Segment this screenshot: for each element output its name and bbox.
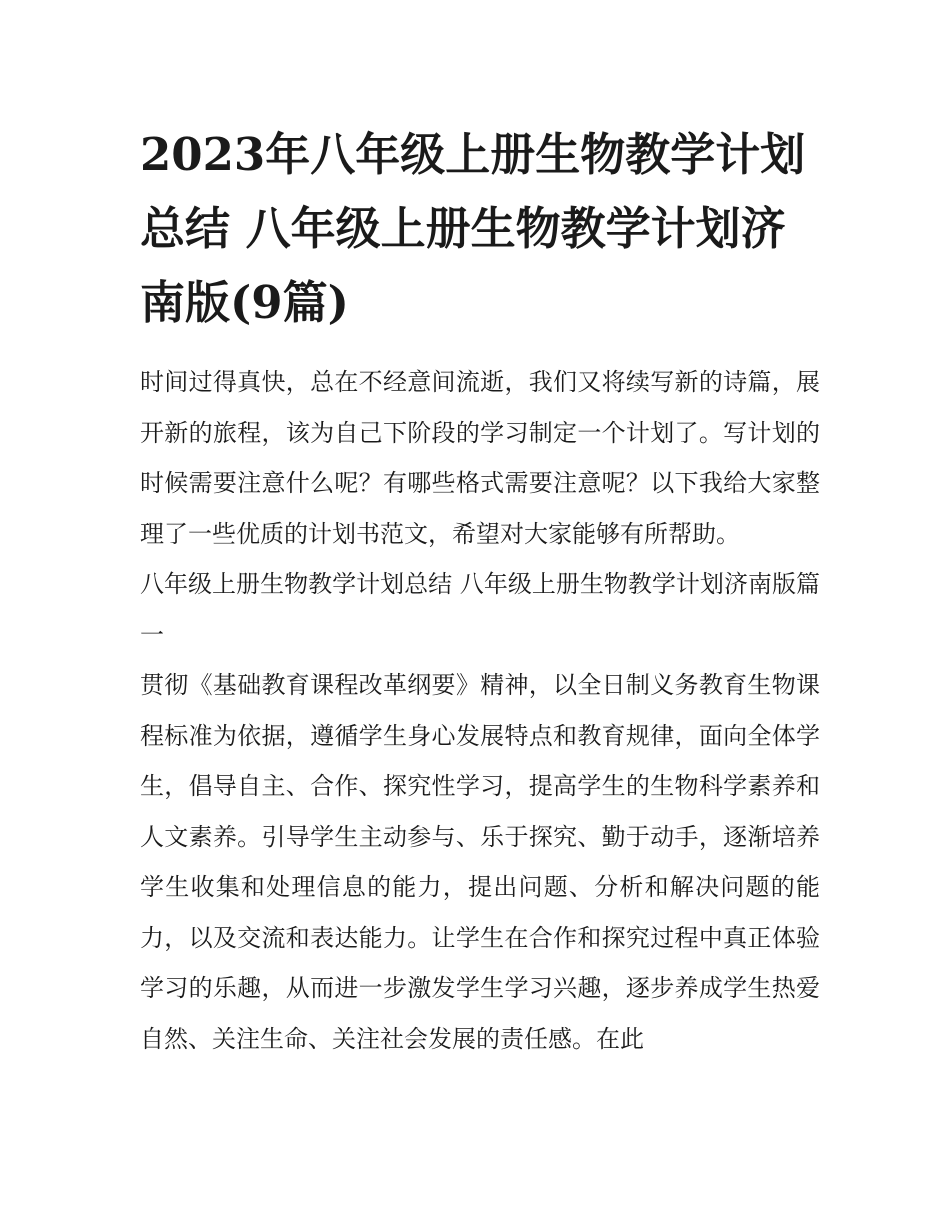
section-heading: 八年级上册生物教学计划总结 八年级上册生物教学计划济南版篇一	[140, 570, 820, 649]
document-title: 2023年八年级上册生物教学计划总结 八年级上册生物教学计划济南版(9篇)	[140, 128, 806, 329]
intro-paragraph: 时间过得真快，总在不经意间流逝，我们又将续写新的诗篇，展开新的旅程，该为自己下阶段的学习制定一个计划了。写计划的时候需要注意什么呢？有哪些格式需要注意呢？以下我给大家整理了一些优质的计划书范文，希望对大家能够有所帮助。	[140, 368, 820, 548]
body-paragraph: 贯彻《基础教育课程改革纲要》精神，以全日制义务教育生物课程标准为依据，遵循学生身心发展特点和教育规律，面向全体学生，倡导自主、合作、探究性学习，提高学生的生物科学素养和人文素养。引导学生主动参与、乐于探究、勤于动手，逐渐培养学生收集和处理信息的能力，提出问题、分析和解决问题的能力，以及交流和表达能力。让学生在合作和探究过程中真正体验学习的乐趣，从而进一步激发学生学习兴趣，逐步养成学生热爱自然、关注生命、关注社会发展的责任感。在此	[140, 671, 820, 1053]
document-page	[140, 118, 820, 1064]
